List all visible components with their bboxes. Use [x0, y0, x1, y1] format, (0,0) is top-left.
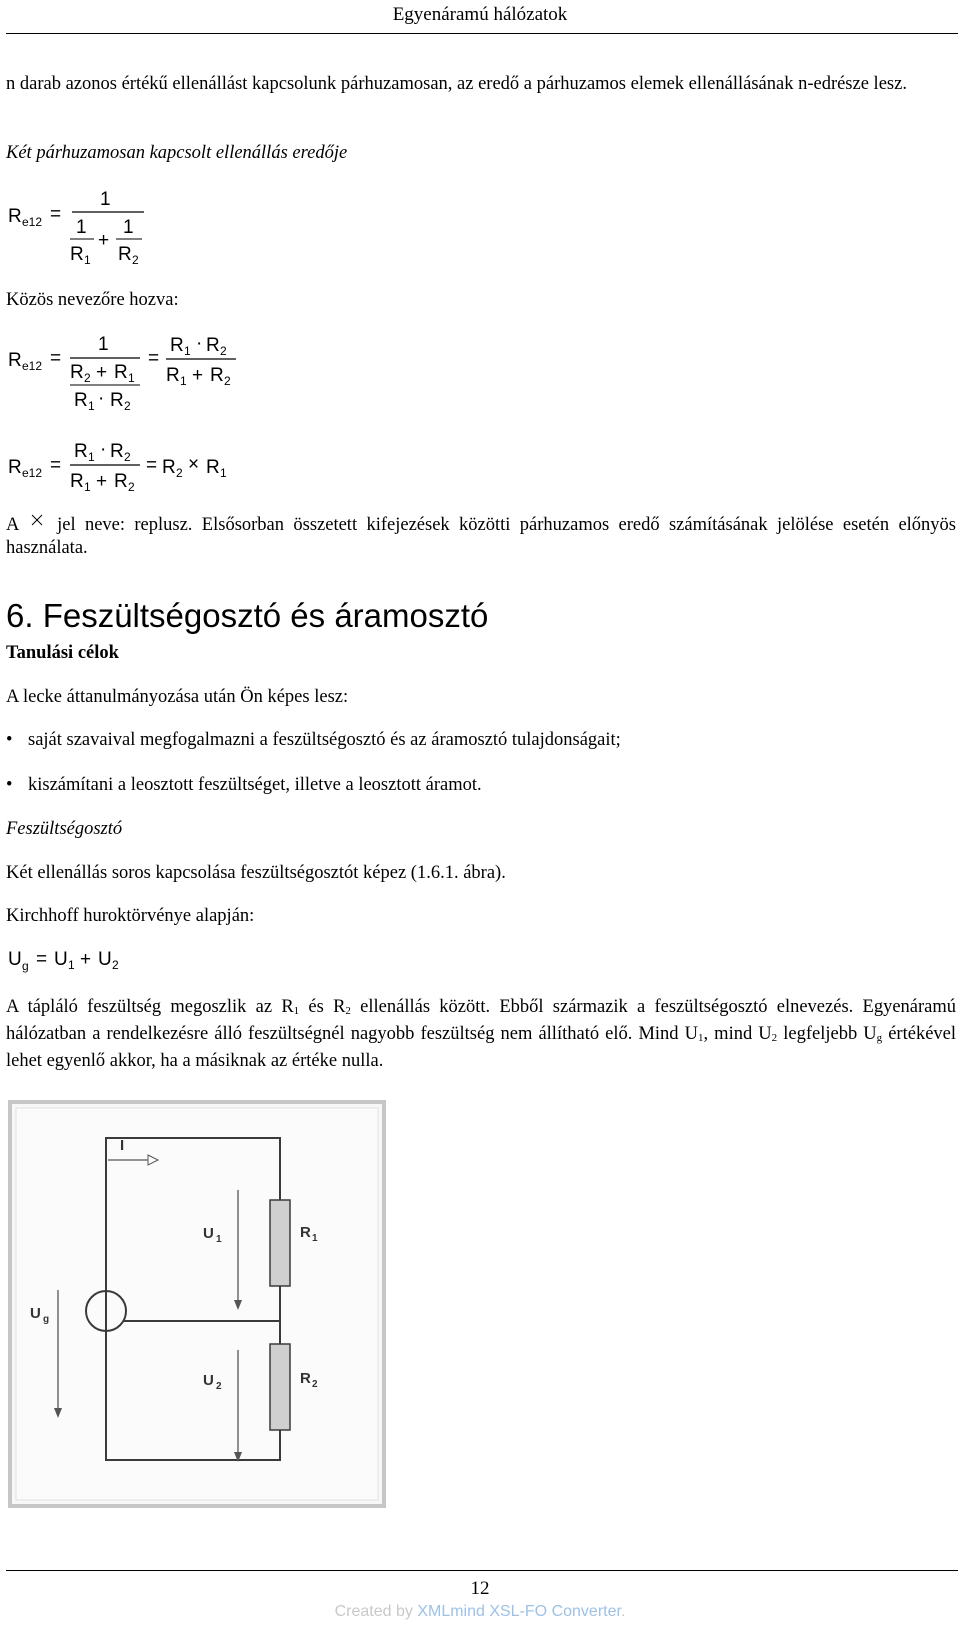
formula-sub-2: 2 — [220, 344, 227, 358]
formula-kirchhoff — [0, 940, 160, 980]
formula-sub-1: 1 — [88, 399, 95, 413]
formula-r1: R — [170, 335, 184, 356]
formula-subscript: e12 — [22, 215, 43, 229]
replusz-paragraph: A jel neve: replusz. Elsősorban összetett kifejezések közötti párhuzamos eredő számításának jelölése esetén előnyös használata. — [6, 512, 956, 560]
running-header: Egyenáramú hálózatok — [392, 4, 568, 25]
formula-r2: R — [118, 244, 132, 265]
formula-sub-g: g — [22, 959, 29, 973]
common-denominator-text: Közös nevezőre hozva: — [6, 290, 179, 310]
formula-plus: + — [80, 949, 92, 970]
parallel-caption: Két párhuzamosan kapcsolt ellenállás eredője — [6, 143, 348, 163]
formula-symbol: R — [8, 206, 22, 227]
formula-r1: R — [74, 441, 88, 462]
generator-link[interactable]: XMLmind XSL-FO Converter — [417, 1603, 621, 1620]
formula-parallel-resistance — [0, 180, 200, 275]
formula-equals: = — [36, 949, 48, 970]
formula-subscript: e12 — [22, 466, 43, 480]
replusz-icon — [28, 512, 48, 528]
footer-rule — [6, 1570, 958, 1571]
formula-sub-1: 1 — [128, 371, 135, 385]
formula-sub-1: 1 — [184, 344, 191, 358]
r2-label: R — [300, 1370, 311, 1387]
formula-replusz — [0, 433, 260, 498]
formula-sub-1: 1 — [220, 466, 227, 480]
formula-r1: R — [70, 244, 84, 265]
r2-sub: 2 — [312, 1379, 318, 1390]
formula-sub-1: 1 — [180, 374, 187, 388]
formula-symbol: R — [8, 350, 22, 371]
formula-subscript: e12 — [22, 359, 43, 373]
ug-label: U — [30, 1305, 41, 1322]
formula-sub-2: 2 — [112, 958, 119, 972]
formula-plus: + — [192, 365, 204, 386]
u2-label: U — [203, 1372, 214, 1389]
section-heading: 6. Feszültségosztó és áramosztó — [6, 597, 489, 634]
voltage-divider-title: Feszültségosztó — [6, 819, 123, 839]
u1-label: U — [203, 1225, 214, 1242]
formula-sub-2: 2 — [132, 253, 139, 267]
formula-equals: = — [50, 455, 62, 476]
formula-u1: U — [54, 949, 68, 970]
formula-r2: R — [70, 362, 84, 383]
formula-equals: = — [146, 455, 158, 476]
formula-sub-2: 2 — [124, 399, 131, 413]
formula-dot: · — [100, 439, 107, 460]
formula-sub-1: 1 — [68, 958, 75, 972]
formula-r2: R — [114, 471, 128, 492]
header-rule — [6, 33, 958, 34]
formula-sub-2: 2 — [176, 466, 183, 480]
formula-r1: R — [166, 365, 180, 386]
formula-r1: R — [114, 362, 128, 383]
page-number: 12 — [470, 1578, 490, 1599]
formula-r2: R — [110, 441, 124, 462]
formula-plus: + — [96, 362, 108, 383]
formula-equals: = — [50, 348, 62, 369]
r1-label: R — [300, 1224, 311, 1241]
r1-sub: 1 — [312, 1233, 318, 1244]
divider-explanation: A tápláló feszültség megoszlik az R1 és R2 ellenállás között. Ebből származik a feszültségosztó elnevezés. Egyenáramú hálózatban a rendelkezésre álló feszültségnél nagyobb feszültség nem állítható elő. Mind U1, mind U2 legfeljebb Ug értékével lehet egyenlő akkor, ha a másiknak az értéke nulla. — [6, 997, 956, 1071]
formula-r1: R — [70, 471, 84, 492]
formula-equals: = — [148, 348, 160, 369]
formula-fraction-2-num: 1 — [123, 217, 134, 238]
formula-numerator: 1 — [98, 334, 109, 355]
formula-sub-2: 2 — [128, 480, 135, 494]
kirchhoff-text: Kirchhoff huroktörvénye alapján: — [6, 906, 255, 926]
formula-equals: = — [50, 204, 62, 225]
formula-plus: + — [96, 471, 108, 492]
formula-symbol: R — [8, 457, 22, 478]
formula-sub-2: 2 — [224, 374, 231, 388]
voltage-divider-intro: Két ellenállás soros kapcsolása feszültségosztót képez (1.6.1. ábra). — [6, 863, 506, 883]
formula-r2: R — [110, 390, 124, 411]
generator-credit: Created by XMLmind XSL-FO Converter. — [334, 1603, 626, 1620]
formula-common-denominator — [0, 328, 260, 418]
formula-replusz-sign: × — [188, 454, 200, 475]
formula-r2: R — [210, 365, 224, 386]
formula-r2: R — [162, 457, 176, 478]
formula-dot: · — [98, 388, 105, 409]
formula-numerator: 1 — [100, 189, 111, 210]
formula-r1: R — [206, 457, 220, 478]
formula-u2: U — [98, 949, 112, 970]
formula-sub-1: 1 — [88, 450, 95, 464]
formula-sub-2: 2 — [84, 371, 91, 385]
formula-sub-1: 1 — [84, 253, 91, 267]
formula-ug: U — [8, 949, 22, 970]
formula-sub-1: 1 — [84, 480, 91, 494]
formula-r2: R — [206, 335, 220, 356]
formula-r1: R — [74, 390, 88, 411]
formula-sub-2: 2 — [124, 450, 131, 464]
voltage-divider-figure — [8, 1100, 388, 1515]
current-label: I — [120, 1137, 125, 1154]
learning-goals-intro: A lecke áttanulmányozása után Ön képes lesz: — [6, 687, 349, 707]
formula-plus: + — [98, 230, 110, 251]
u2-sub: 2 — [216, 1381, 222, 1392]
intro-paragraph: n darab azonos értékű ellenállást kapcsolunk párhuzamosan, az eredő a párhuzamos elemek ellenállásának n-edrésze lesz. — [6, 74, 907, 94]
formula-dot: · — [196, 333, 203, 354]
u1-sub: 1 — [216, 1234, 222, 1245]
ug-sub: g — [43, 1314, 50, 1325]
formula-fraction-1-num: 1 — [76, 217, 87, 238]
learning-goals-title: Tanulási célok — [6, 643, 119, 663]
